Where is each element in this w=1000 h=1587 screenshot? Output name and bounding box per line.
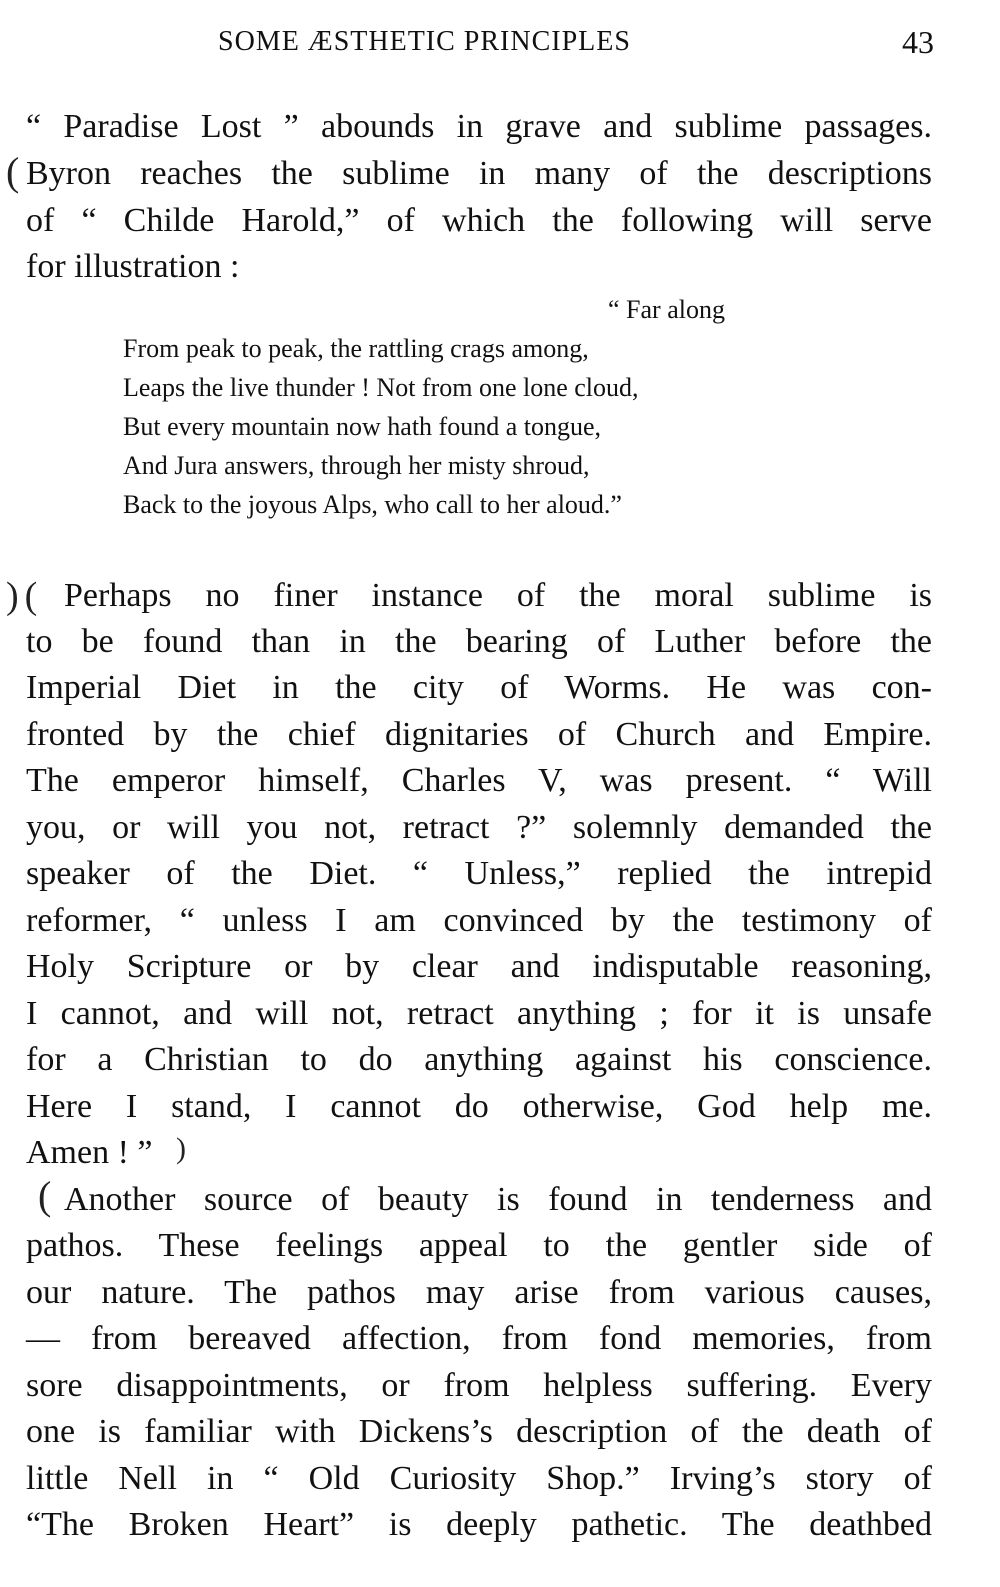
paragraph-3-line-1: Another source of beauty is found in tenderness and — [64, 1181, 932, 1218]
paragraph-2-line-10: I cannot, and will not, retract anything ; for it is unsafe — [26, 995, 932, 1032]
paragraph-1-line-4: for illustration : — [26, 248, 240, 285]
verse-line-5: And Jura answers, through her misty shroud, — [123, 451, 590, 480]
paragraph-2-line-7: speaker of the Diet. “ Unless,” replied the intrepid — [26, 855, 932, 892]
margin-bracket-mark: ) — [176, 1132, 186, 1165]
verse-line-1: “ Far along — [608, 295, 725, 324]
page-number: 43 — [902, 24, 934, 60]
paragraph-3-line-8: “The Broken Heart” is deeply pathetic. The deathbed — [26, 1506, 932, 1543]
paragraph-2-line-2: to be found than in the bearing of Luther before the — [26, 623, 932, 660]
paragraph-3-line-2: pathos. These feelings appeal to the gentler side of — [26, 1227, 932, 1264]
margin-bracket-mark: ( — [38, 1173, 52, 1218]
paragraph-2-line-11: for a Christian to do anything against his conscience. — [26, 1041, 932, 1078]
paragraph-2-line-12: Here I stand, I cannot do otherwise, God help me. — [26, 1088, 932, 1125]
paragraph-2-line-9: Holy Scripture or by clear and indisputable reasoning, — [26, 948, 932, 985]
margin-bracket-mark: )( — [6, 575, 44, 617]
paragraph-2-line-1: Perhaps no finer instance of the moral sublime is — [64, 577, 932, 614]
paragraph-3-line-3: our nature. The pathos may arise from various causes, — [26, 1274, 932, 1311]
paragraph-1-line-2: Byron reaches the sublime in many of the descriptions — [26, 155, 932, 192]
paragraph-3-line-5: sore disappointments, or from helpless suffering. Every — [26, 1367, 932, 1404]
paragraph-2-line-6: you, or will you not, retract ?” solemnly demanded the — [26, 809, 932, 846]
verse-line-2: From peak to peak, the rattling crags among, — [123, 334, 589, 363]
verse-line-6: Back to the joyous Alps, who call to her aloud.” — [123, 490, 622, 519]
paragraph-2-line-8: reformer, “ unless I am convinced by the testimony of — [26, 902, 932, 939]
paragraph-3-line-7: little Nell in “ Old Curiosity Shop.” Irving’s story of — [26, 1460, 932, 1497]
paragraph-2-line-4: fronted by the chief dignitaries of Church and Empire. — [26, 716, 932, 753]
verse-line-4: But every mountain now hath found a tongue, — [123, 412, 602, 441]
margin-bracket-mark: ( — [6, 149, 20, 194]
paragraph-3-line-6: one is familiar with Dickens’s description of the death of — [26, 1413, 932, 1450]
paragraph-1-line-3: of “ Childe Harold,” of which the following will serve — [26, 202, 932, 239]
paragraph-2-line-5: The emperor himself, Charles V, was present. “ Will — [26, 762, 932, 799]
paragraph-1-line-1: “ Paradise Lost ” abounds in grave and sublime passages. — [26, 108, 932, 145]
paragraph-2-line-13: Amen ! ” — [26, 1134, 153, 1171]
paragraph-3-line-4: — from bereaved affection, from fond memories, from — [26, 1320, 932, 1357]
running-head: SOME ÆSTHETIC PRINCIPLES — [218, 26, 631, 57]
verse-line-3: Leaps the live thunder ! Not from one lone cloud, — [123, 373, 639, 402]
paragraph-2-line-3: Imperial Diet in the city of Worms. He was con- — [26, 669, 932, 706]
